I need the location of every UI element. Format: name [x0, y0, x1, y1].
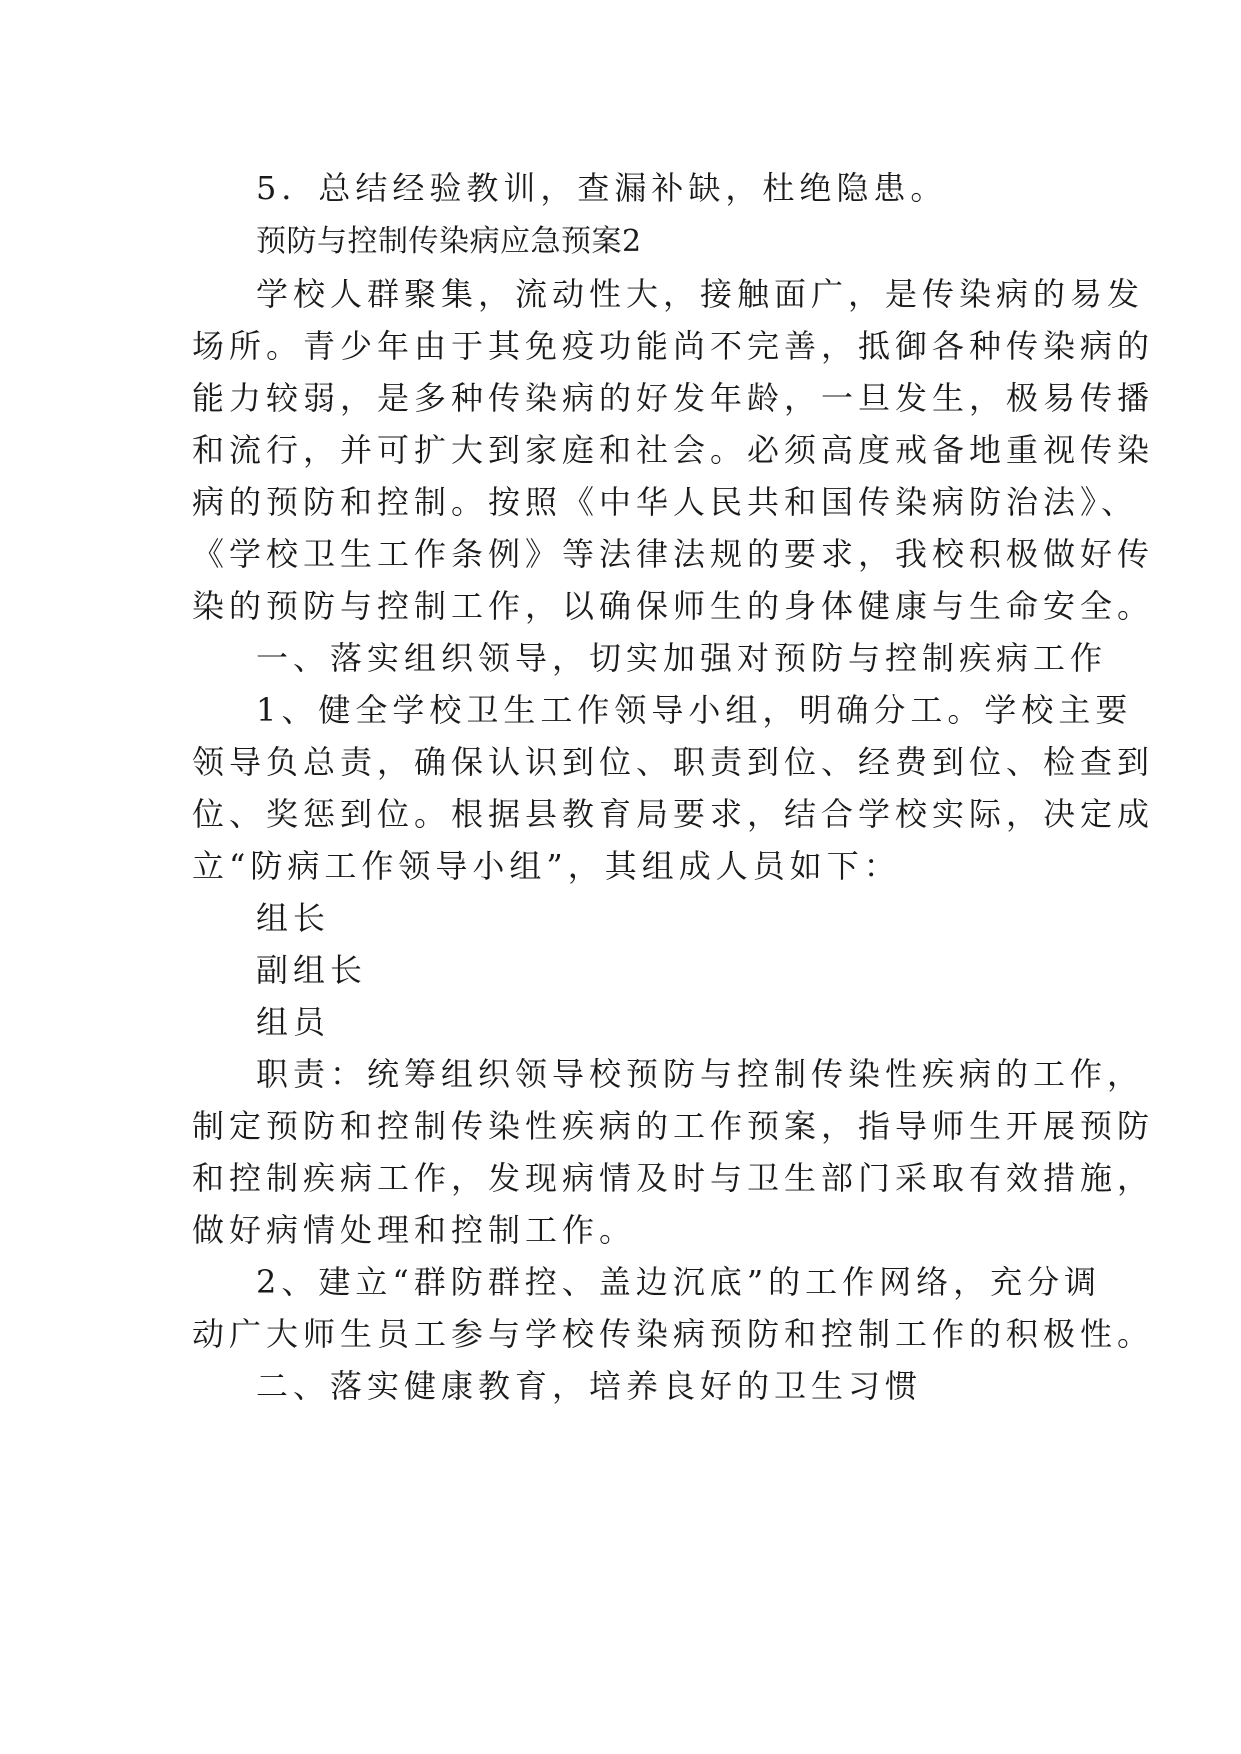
- paragraph-line: 场所。青少年由于其免疫功能尚不完善，抵御各种传染病的: [192, 327, 1155, 365]
- paragraph-line: 做好病情处理和控制工作。: [192, 1211, 637, 1249]
- paragraph-line: 2、建立“群防群控、盖边沉底”的工作网络，充分调: [256, 1263, 1102, 1301]
- paragraph-line: 领导负总责，确保认识到位、职责到位、经费到位、检查到: [192, 743, 1155, 781]
- paragraph-line: 和控制疾病工作，发现病情及时与卫生部门采取有效措施，: [192, 1159, 1155, 1197]
- paragraph-line: 病的预防和控制。按照《中华人民共和国传染病防治法》、: [192, 483, 1139, 521]
- list-item: 组员: [256, 1003, 331, 1041]
- paragraph-line: 1、健全学校卫生工作领导小组，明确分工。学校主要: [256, 691, 1133, 729]
- paragraph-line: 和流行，并可扩大到家庭和社会。必须高度戒备地重视传染: [192, 431, 1155, 469]
- paragraph-line: 职责：统筹组织领导校预防与控制传染性疾病的工作，: [256, 1055, 1145, 1093]
- section-heading: 预防与控制传染病应急预案2: [256, 224, 642, 259]
- paragraph-line: 立“防病工作领导小组”，其组成人员如下：: [192, 847, 901, 885]
- paragraph-line: 5．总结经验教训，查漏补缺，杜绝隐患。: [256, 169, 948, 207]
- paragraph-line: 位、奖惩到位。根据县教育局要求，结合学校实际，决定成: [192, 795, 1155, 833]
- paragraph-line: 动广大师生员工参与学校传染病预防和控制工作的积极性。: [192, 1315, 1155, 1353]
- paragraph-line: 制定预防和控制传染性疾病的工作预案，指导师生开展预防: [192, 1107, 1155, 1145]
- section-heading: 一、落实组织领导，切实加强对预防与控制疾病工作: [256, 639, 1108, 677]
- paragraph-line: 能力较弱，是多种传染病的好发年龄，一旦发生，极易传播: [192, 379, 1155, 417]
- list-item: 组长: [256, 899, 331, 937]
- paragraph-line: 染的预防与控制工作，以确保师生的身体健康与生命安全。: [192, 587, 1155, 625]
- section-heading: 二、落实健康教育，培养良好的卫生习惯: [256, 1367, 923, 1405]
- paragraph-line: 学校人群聚集，流动性大，接触面广，是传染病的易发: [256, 275, 1145, 313]
- list-item: 副组长: [256, 951, 368, 989]
- paragraph-line: 《学校卫生工作条例》等法律法规的要求，我校积极做好传: [192, 535, 1155, 573]
